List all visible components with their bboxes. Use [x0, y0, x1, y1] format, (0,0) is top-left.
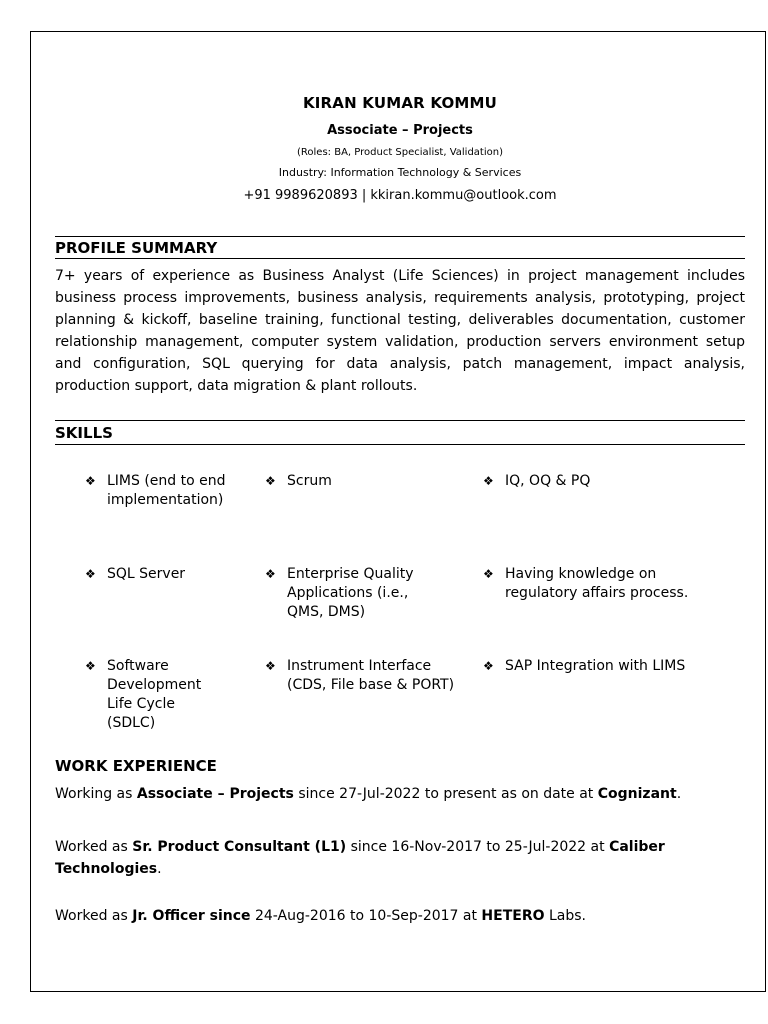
skill-label: Having knowledge on regulatory affairs process.	[505, 566, 689, 601]
work-suffix: Labs.	[544, 908, 586, 924]
skill-item	[85, 472, 235, 510]
skill-label: Scrum	[287, 473, 332, 489]
roles-line: (Roles: BA, Product Specialist, Validation)	[297, 147, 503, 158]
diamond-bullet-icon: ❖	[85, 567, 96, 581]
skill-item	[265, 565, 440, 622]
skill-item	[265, 472, 455, 491]
skill-label: Enterprise Quality Applications (i.e., QMS, DMS)	[287, 566, 414, 620]
skill-item	[85, 657, 225, 733]
diamond-bullet-icon: ❖	[85, 659, 96, 673]
work-prefix: Working as	[55, 786, 137, 802]
diamond-bullet-icon: ❖	[265, 659, 276, 673]
skill-label: SQL Server	[107, 566, 186, 582]
diamond-bullet-icon: ❖	[85, 474, 96, 488]
work-entry	[55, 905, 745, 927]
work-suffix: .	[676, 786, 682, 802]
industry-line: Industry: Information Technology & Services	[278, 166, 522, 179]
work-role: Sr. Product Consultant (L1)	[132, 839, 347, 855]
work-prefix: Worked as	[55, 839, 133, 855]
work-prefix: Worked as	[55, 908, 133, 924]
diamond-bullet-icon: ❖	[265, 567, 276, 581]
profile-summary-text: 7+ years of experience as Business Analyst (Life Sciences) in project management includes business process improvements, business analysis, requirements analysis, prototyping, project planning & kickoff, baseline training, functional testing, deliverables documentation, customer relationship management, computer system validation, production servers environment setup and configuration, SQL querying for data analysis, patch management, impact analysis, production support, data migration & plant rollouts.	[55, 268, 745, 394]
diamond-bullet-icon: ❖	[483, 567, 494, 581]
contact-line: +91 9989620893 | kkiran.kommu@outlook.com	[243, 188, 557, 203]
skills-heading: SKILLS	[55, 420, 745, 445]
work-role: Associate – Projects	[136, 786, 294, 802]
work-entry	[55, 836, 745, 880]
skill-label: Software Development Life Cycle (SDLC)	[107, 658, 202, 731]
diamond-bullet-icon: ❖	[483, 474, 494, 488]
work-period: since 16-Nov-2017 to 25-Jul-2022 at	[346, 839, 610, 855]
skill-label: Instrument Interface (CDS, File base & PORT)	[287, 658, 455, 693]
work-company: Cognizant	[597, 786, 677, 802]
skill-label: SAP Integration with LIMS	[505, 658, 686, 674]
diamond-bullet-icon: ❖	[483, 659, 494, 673]
work-company: HETERO	[481, 908, 545, 924]
job-title: Associate – Projects	[327, 123, 473, 138]
work-period: since 27-Jul-2022 to present as on date at	[293, 786, 598, 802]
skill-label: IQ, OQ & PQ	[505, 473, 591, 489]
work-suffix: .	[157, 861, 162, 877]
skill-item	[483, 472, 745, 491]
candidate-name: KIRAN KUMAR KOMMU	[302, 94, 498, 112]
profile-summary-heading: PROFILE SUMMARY	[55, 236, 745, 259]
skill-item	[483, 565, 711, 603]
skill-item	[85, 565, 235, 584]
work-period: 24-Aug-2016 to 10-Sep-2017 at	[250, 908, 482, 924]
skill-item	[483, 657, 745, 676]
work-company: Caliber Technologies	[55, 839, 665, 877]
work-role: Jr. Officer since	[132, 908, 251, 924]
diamond-bullet-icon: ❖	[265, 474, 276, 488]
skill-item	[265, 657, 455, 695]
skill-label: LIMS (end to end implementation)	[107, 473, 226, 508]
resume-page	[30, 31, 766, 992]
work-entry	[55, 783, 745, 805]
work-experience-heading: WORK EXPERIENCE	[55, 757, 217, 775]
